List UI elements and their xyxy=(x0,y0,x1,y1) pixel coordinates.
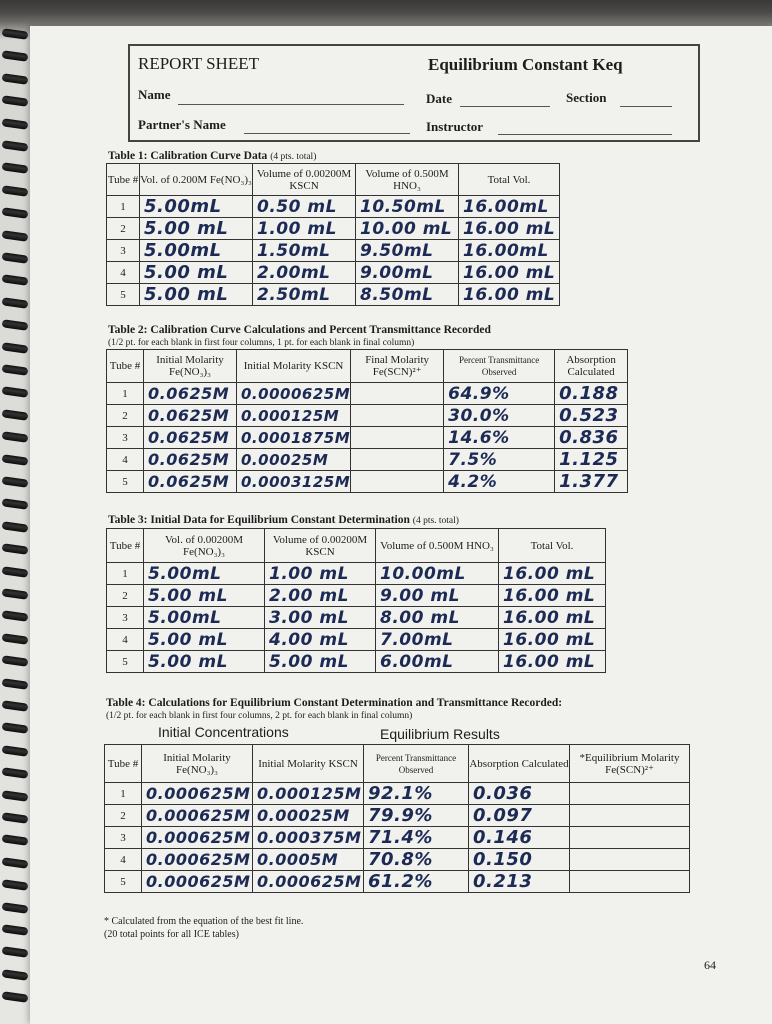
cell-kscn[interactable]: 0.0001875M xyxy=(237,427,351,449)
cell-kscn[interactable]: 0.000125M xyxy=(253,783,364,805)
instructor-field[interactable] xyxy=(498,134,672,135)
spiral-coil xyxy=(2,633,29,645)
cell-abs[interactable]: 0.523 xyxy=(555,405,628,427)
name-field[interactable] xyxy=(178,104,404,105)
tube-number: 5 xyxy=(107,284,140,306)
cell-fe[interactable]: 5.00mL xyxy=(140,240,253,262)
cell-final[interactable] xyxy=(351,427,444,449)
cell-total[interactable]: 16.00 mL xyxy=(459,218,560,240)
cell-eq[interactable] xyxy=(570,871,690,893)
cell-total[interactable]: 16.00 mL xyxy=(499,563,606,585)
table2-caption: Table 2: Calibration Curve Calculations and Percent Transmittance Recorded xyxy=(108,324,491,336)
cell-hno3[interactable]: 10.50mL xyxy=(356,196,459,218)
spiral-coil xyxy=(2,947,29,959)
table4 xyxy=(104,744,690,893)
table1-caption: Table 1: Calibration Curve Data (4 pts. total) xyxy=(108,150,317,162)
spiral-coil xyxy=(2,588,29,600)
spiral-coil xyxy=(2,924,29,936)
partner-field[interactable] xyxy=(244,133,410,134)
cell-fe[interactable]: 5.00 mL xyxy=(140,218,253,240)
spiral-coil xyxy=(2,118,29,130)
tube-number: 2 xyxy=(105,805,142,827)
spiral-coil xyxy=(2,73,29,85)
experiment-title: Equilibrium Constant Keq xyxy=(428,55,623,74)
cell-hno3[interactable]: 10.00 mL xyxy=(356,218,459,240)
cell-eq[interactable] xyxy=(570,783,690,805)
cell-fe[interactable]: 0.000625M xyxy=(142,805,253,827)
table-row xyxy=(107,262,560,284)
spiral-coil xyxy=(2,252,29,264)
cell-fe[interactable]: 0.0625M xyxy=(144,383,237,405)
cell-fe[interactable]: 0.000625M xyxy=(142,827,253,849)
table4-group-equilibrium: Equilibrium Results xyxy=(380,726,500,742)
table3-caption: Table 3: Initial Data for Equilibrium Constant Determination (4 pts. total) xyxy=(108,514,459,526)
cell-kscn[interactable]: 0.000625M xyxy=(253,871,364,893)
spiral-coil xyxy=(2,207,29,219)
t3-header-total: Total Vol. xyxy=(499,529,606,563)
t2-header-abs: Absorption Calculated xyxy=(555,350,628,383)
cell-kscn[interactable]: 2.50mL xyxy=(253,284,356,306)
cell-eq[interactable] xyxy=(570,849,690,871)
cell-kscn[interactable]: 0.0005M xyxy=(253,849,364,871)
t2-header-kscn: Initial Molarity KSCN xyxy=(237,350,351,383)
table-row xyxy=(107,651,606,673)
spiral-coil xyxy=(2,431,29,443)
cell-pt[interactable]: 61.2% xyxy=(364,871,469,893)
cell-abs[interactable]: 1.125 xyxy=(555,449,628,471)
cell-abs[interactable]: 1.377 xyxy=(555,471,628,493)
report-title: REPORT SHEET xyxy=(138,54,259,73)
table-row xyxy=(107,585,606,607)
spiral-coil xyxy=(2,902,29,914)
spiral-coil xyxy=(2,476,29,488)
spiral-coil xyxy=(2,51,29,63)
name-label: Name xyxy=(138,87,171,102)
spiral-coil xyxy=(2,543,29,555)
cell-total[interactable]: 16.00 mL xyxy=(499,585,606,607)
cell-pt[interactable]: 79.9% xyxy=(364,805,469,827)
cell-final[interactable] xyxy=(351,471,444,493)
spiral-coil xyxy=(2,991,29,1003)
cell-abs[interactable]: 0.150 xyxy=(469,849,570,871)
spiral-coil xyxy=(2,319,29,331)
cell-fe[interactable]: 5.00 mL xyxy=(140,262,253,284)
cell-hno3[interactable]: 10.00mL xyxy=(376,563,499,585)
spiral-coil xyxy=(2,140,29,152)
table1 xyxy=(106,163,560,306)
spiral-coil xyxy=(2,275,29,287)
tube-number: 5 xyxy=(107,471,144,493)
table-row xyxy=(107,218,560,240)
cell-total[interactable]: 16.00 mL xyxy=(459,284,560,306)
spiral-coil xyxy=(2,499,29,511)
cell-kscn[interactable]: 5.00 mL xyxy=(265,651,376,673)
t1-header-kscn: Volume of 0.00200M KSCN xyxy=(253,164,356,196)
cell-hno3[interactable]: 8.00 mL xyxy=(376,607,499,629)
t4-header-pt: Percent Transmittance Observed xyxy=(364,745,469,783)
cell-fe[interactable]: 5.00mL xyxy=(144,563,265,585)
t1-header-tube: Tube # xyxy=(107,164,140,196)
date-label: Date xyxy=(426,91,452,106)
t4-header-tube: Tube # xyxy=(105,745,142,783)
cell-kscn[interactable]: 2.00mL xyxy=(253,262,356,284)
tube-number: 1 xyxy=(105,783,142,805)
table-row xyxy=(105,805,690,827)
cell-pt[interactable]: 4.2% xyxy=(444,471,555,493)
cell-kscn[interactable]: 1.00 mL xyxy=(265,563,376,585)
table-row xyxy=(105,871,690,893)
table-row xyxy=(105,849,690,871)
table-row xyxy=(107,607,606,629)
cell-fe[interactable]: 0.0625M xyxy=(144,471,237,493)
cell-kscn[interactable]: 2.00 mL xyxy=(265,585,376,607)
t2-header-pt: Percent Transmittance Observed xyxy=(444,350,555,383)
tube-number: 5 xyxy=(107,651,144,673)
table-row xyxy=(107,629,606,651)
cell-fe[interactable]: 5.00 mL xyxy=(144,651,265,673)
tube-number: 3 xyxy=(107,427,144,449)
cell-total[interactable]: 16.00mL xyxy=(459,196,560,218)
spiral-coil xyxy=(2,767,29,779)
table4-caption: Table 4: Calculations for Equilibrium Constant Determination and Transmittance Recorded: xyxy=(106,697,563,709)
spiral-coil xyxy=(2,745,29,757)
report-header-box xyxy=(128,44,700,142)
cell-fe[interactable]: 5.00mL xyxy=(144,607,265,629)
cell-kscn[interactable]: 0.0000625M xyxy=(237,383,351,405)
tube-number: 1 xyxy=(107,563,144,585)
cell-fe[interactable]: 0.0625M xyxy=(144,449,237,471)
cell-kscn[interactable]: 0.50 mL xyxy=(253,196,356,218)
table2-note: (1/2 pt. for each blank in first four columns, 1 pt. for each blank in final column) xyxy=(108,338,415,348)
tube-number: 3 xyxy=(107,607,144,629)
spiral-coil xyxy=(2,364,29,376)
cell-kscn[interactable]: 4.00 mL xyxy=(265,629,376,651)
spiral-coil xyxy=(2,409,29,421)
t4-header-fe: Initial Molarity Fe(NO₃)₃ xyxy=(142,745,253,783)
spiral-coil xyxy=(2,723,29,735)
tube-number: 1 xyxy=(107,383,144,405)
cell-pt[interactable]: 92.1% xyxy=(364,783,469,805)
cell-pt[interactable]: 71.4% xyxy=(364,827,469,849)
table4-group-initial: Initial Concentrations xyxy=(158,724,289,740)
instructor-label: Instructor xyxy=(426,119,484,134)
cell-pt[interactable]: 30.0% xyxy=(444,405,555,427)
spiral-coil xyxy=(2,655,29,667)
spiral-coil xyxy=(2,812,29,824)
table-row xyxy=(105,783,690,805)
t3-header-hno3: Volume of 0.500M HNO₃ xyxy=(376,529,499,563)
spiral-binding xyxy=(0,30,30,1020)
spiral-coil xyxy=(2,387,29,399)
table-row xyxy=(107,405,628,427)
spiral-coil xyxy=(2,95,29,107)
spiral-coil xyxy=(2,342,29,354)
cell-abs[interactable]: 0.097 xyxy=(469,805,570,827)
spiral-coil xyxy=(2,163,29,175)
spiral-coil xyxy=(2,969,29,981)
cell-abs[interactable]: 0.146 xyxy=(469,827,570,849)
cell-fe[interactable]: 5.00mL xyxy=(140,196,253,218)
footnote-total-points: (20 total points for all ICE tables) xyxy=(104,929,239,940)
t4-header-abs: Absorption Calculated xyxy=(469,745,570,783)
cell-eq[interactable] xyxy=(570,827,690,849)
cell-kscn[interactable]: 0.00025M xyxy=(253,805,364,827)
spiral-coil xyxy=(2,28,29,40)
cell-fe[interactable]: 0.000625M xyxy=(142,783,253,805)
spiral-coil xyxy=(2,835,29,847)
spiral-coil xyxy=(2,521,29,533)
cell-total[interactable]: 16.00 mL xyxy=(499,651,606,673)
tube-number: 5 xyxy=(105,871,142,893)
table-row xyxy=(105,827,690,849)
date-field[interactable] xyxy=(460,106,550,107)
cell-pt[interactable]: 70.8% xyxy=(364,849,469,871)
tube-number: 4 xyxy=(107,262,140,284)
spiral-coil xyxy=(2,879,29,891)
table2 xyxy=(106,349,628,493)
cell-pt[interactable]: 7.5% xyxy=(444,449,555,471)
t3-header-fe: Vol. of 0.00200M Fe(NO₃)₃ xyxy=(144,529,265,563)
cell-total[interactable]: 16.00 mL xyxy=(499,607,606,629)
cell-hno3[interactable]: 7.00mL xyxy=(376,629,499,651)
t4-header-kscn: Initial Molarity KSCN xyxy=(253,745,364,783)
spiral-coil xyxy=(2,185,29,197)
t4-header-eq: *Equilibrium Molarity Fe(SCN)²⁺ xyxy=(570,745,690,783)
cell-final[interactable] xyxy=(351,405,444,427)
cell-kscn[interactable]: 3.00 mL xyxy=(265,607,376,629)
table4-note: (1/2 pt. for each blank in first four columns, 2 pt. for each blank in final column) xyxy=(106,711,413,721)
spiral-coil xyxy=(2,454,29,466)
t3-header-tube: Tube # xyxy=(107,529,144,563)
table3 xyxy=(106,528,606,673)
spiral-coil xyxy=(2,700,29,712)
cell-hno3[interactable]: 8.50mL xyxy=(356,284,459,306)
tube-number: 4 xyxy=(105,849,142,871)
table-row xyxy=(107,563,606,585)
cell-total[interactable]: 16.00mL xyxy=(459,240,560,262)
t2-header-final: Final Molarity Fe(SCN)²⁺ xyxy=(351,350,444,383)
partner-label: Partner's Name xyxy=(138,117,226,132)
cell-fe[interactable]: 0.000625M xyxy=(142,871,253,893)
cell-abs[interactable]: 0.836 xyxy=(555,427,628,449)
cell-final[interactable] xyxy=(351,383,444,405)
tube-number: 2 xyxy=(107,218,140,240)
table-row xyxy=(107,284,560,306)
spiral-coil xyxy=(2,790,29,802)
cell-final[interactable] xyxy=(351,449,444,471)
tube-number: 3 xyxy=(107,240,140,262)
section-label: Section xyxy=(566,90,607,105)
t1-header-fe: Vol. of 0.200M Fe(NO₃)₃ xyxy=(140,164,253,196)
cell-hno3[interactable]: 6.00mL xyxy=(376,651,499,673)
cell-hno3[interactable]: 9.50mL xyxy=(356,240,459,262)
cell-fe[interactable]: 0.0625M xyxy=(144,405,237,427)
cell-kscn[interactable]: 0.000375M xyxy=(253,827,364,849)
cell-kscn[interactable]: 0.00025M xyxy=(237,449,351,471)
spiral-coil xyxy=(2,678,29,690)
t3-header-kscn: Volume of 0.00200M KSCN xyxy=(265,529,376,563)
table-row xyxy=(107,383,628,405)
spiral-coil xyxy=(2,566,29,578)
tube-number: 4 xyxy=(107,449,144,471)
cell-hno3[interactable]: 9.00 mL xyxy=(376,585,499,607)
tube-number: 3 xyxy=(105,827,142,849)
cell-fe[interactable]: 5.00 mL xyxy=(144,585,265,607)
cell-fe[interactable]: 0.000625M xyxy=(142,849,253,871)
footnote-best-fit: * Calculated from the equation of the best fit line. xyxy=(104,916,304,927)
section-field[interactable] xyxy=(620,106,672,107)
spiral-coil xyxy=(2,857,29,869)
table-row xyxy=(107,471,628,493)
t1-header-total: Total Vol. xyxy=(459,164,560,196)
cell-abs[interactable]: 0.188 xyxy=(555,383,628,405)
spiral-coil xyxy=(2,297,29,309)
page-number: 64 xyxy=(704,958,716,972)
spiral-coil xyxy=(2,611,29,623)
tube-number: 2 xyxy=(107,585,144,607)
cell-total[interactable]: 16.00 mL xyxy=(499,629,606,651)
cell-abs[interactable]: 0.036 xyxy=(469,783,570,805)
t2-header-tube: Tube # xyxy=(107,350,144,383)
tube-number: 2 xyxy=(107,405,144,427)
t1-header-hno3: Volume of 0.500M HNO₃ xyxy=(356,164,459,196)
t2-header-fe: Initial Molarity Fe(NO₃)₃ xyxy=(144,350,237,383)
table-row xyxy=(107,240,560,262)
tube-number: 4 xyxy=(107,629,144,651)
cell-abs[interactable]: 0.213 xyxy=(469,871,570,893)
cell-eq[interactable] xyxy=(570,805,690,827)
cell-kscn[interactable]: 0.000125M xyxy=(237,405,351,427)
cell-kscn[interactable]: 1.00 mL xyxy=(253,218,356,240)
cell-kscn[interactable]: 0.0003125M xyxy=(237,471,351,493)
tube-number: 1 xyxy=(107,196,140,218)
cell-fe[interactable]: 5.00 mL xyxy=(140,284,253,306)
cell-pt[interactable]: 14.6% xyxy=(444,427,555,449)
cell-total[interactable]: 16.00 mL xyxy=(459,262,560,284)
cell-fe[interactable]: 5.00 mL xyxy=(144,629,265,651)
spiral-coil xyxy=(2,230,29,242)
cell-hno3[interactable]: 9.00mL xyxy=(356,262,459,284)
table-row xyxy=(107,449,628,471)
cell-fe[interactable]: 0.0625M xyxy=(144,427,237,449)
table-row xyxy=(107,196,560,218)
table-row xyxy=(107,427,628,449)
cell-kscn[interactable]: 1.50mL xyxy=(253,240,356,262)
cell-pt[interactable]: 64.9% xyxy=(444,383,555,405)
